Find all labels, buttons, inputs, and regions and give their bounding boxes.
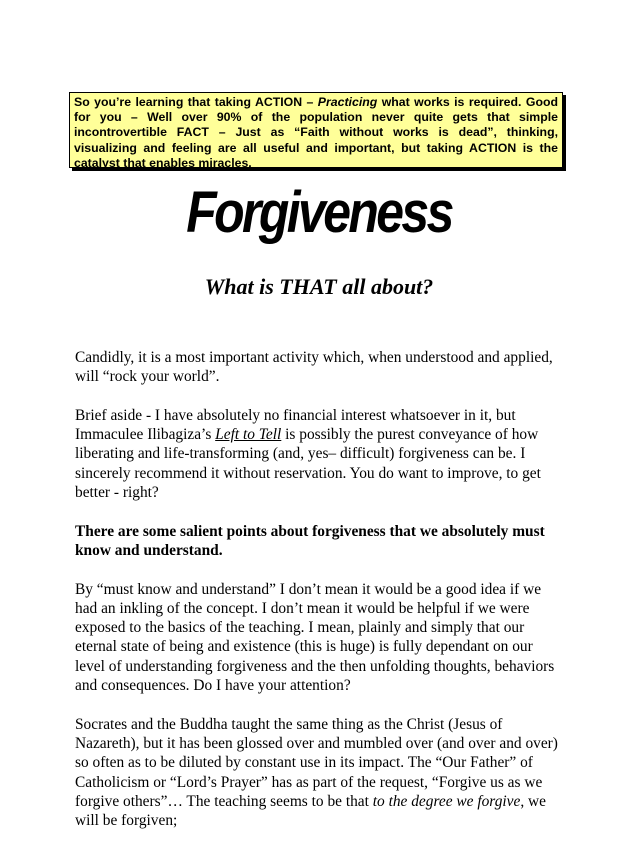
paragraph-2 bbox=[75, 406, 565, 502]
paragraph-5-emphasis: to the degree we forgive bbox=[372, 792, 521, 810]
paragraph-1: Candidly, it is a most important activity which, when understood and applied, will “rock your world”. bbox=[75, 349, 553, 386]
paragraph-5 bbox=[75, 715, 565, 831]
page-title: Forgiveness bbox=[186, 180, 452, 245]
paragraph-5-text-b: , we will be forgiven; bbox=[75, 792, 546, 830]
callout-text-2: what works is required. Good for you – Well over 90% of the population never quite gets that simple incontrovertible FACT – Just as “Faith without works is dead”, thinking, visualizing and feeling are all useful and important, but taking ACTION is the catalyst that enables miracles. bbox=[74, 95, 558, 170]
page-subtitle: What is THAT all about? bbox=[204, 274, 434, 299]
paragraph-4: By “must know and understand” I don’t mean it would be a good idea if we had an inkling of the concept. I don’t mean it would be helpful if we were exposed to the basics of the teaching. I mean, plainly and simply that our eternal state of being and existence (this is huge) is fully dependant on our level of understanding forgiveness and the then unfolding thoughts, behaviors and consequences. Do I have your attention? bbox=[75, 580, 555, 695]
body-text bbox=[75, 348, 565, 850]
callout-box bbox=[69, 92, 563, 168]
book-title-link[interactable]: Left to Tell bbox=[215, 426, 282, 444]
callout-emphasis: Practicing bbox=[317, 95, 378, 109]
paragraph-5-text-a: Socrates and the Buddha taught the same thing as the Christ (Jesus of Nazareth), but it has been glossed over and mumbled over (and over and over) so often as to be diluted by constant use in its impact. The “Our Father” of Catholicism or “Lord’s Prayer” has as part of the request, “Forgive us as we forgive others”… The teaching seems to be that bbox=[75, 715, 558, 810]
callout-text-1: So you’re learning that taking ACTION – bbox=[74, 95, 318, 109]
paragraph-2-text-b: is possibly the purest conveyance of how liberating and life-transforming (and, yes– difficult) forgiveness can be. I sincerely recommend it without reservation. You do want to improve, to get better - right? bbox=[75, 426, 541, 502]
paragraph-3: There are some salient points about forgiveness that we absolutely must know and understand. bbox=[75, 522, 545, 559]
paragraph-2-text-a: Brief aside - I have absolutely no financial interest whatsoever in it, but Immaculee Ilibagiza’s bbox=[75, 406, 516, 444]
